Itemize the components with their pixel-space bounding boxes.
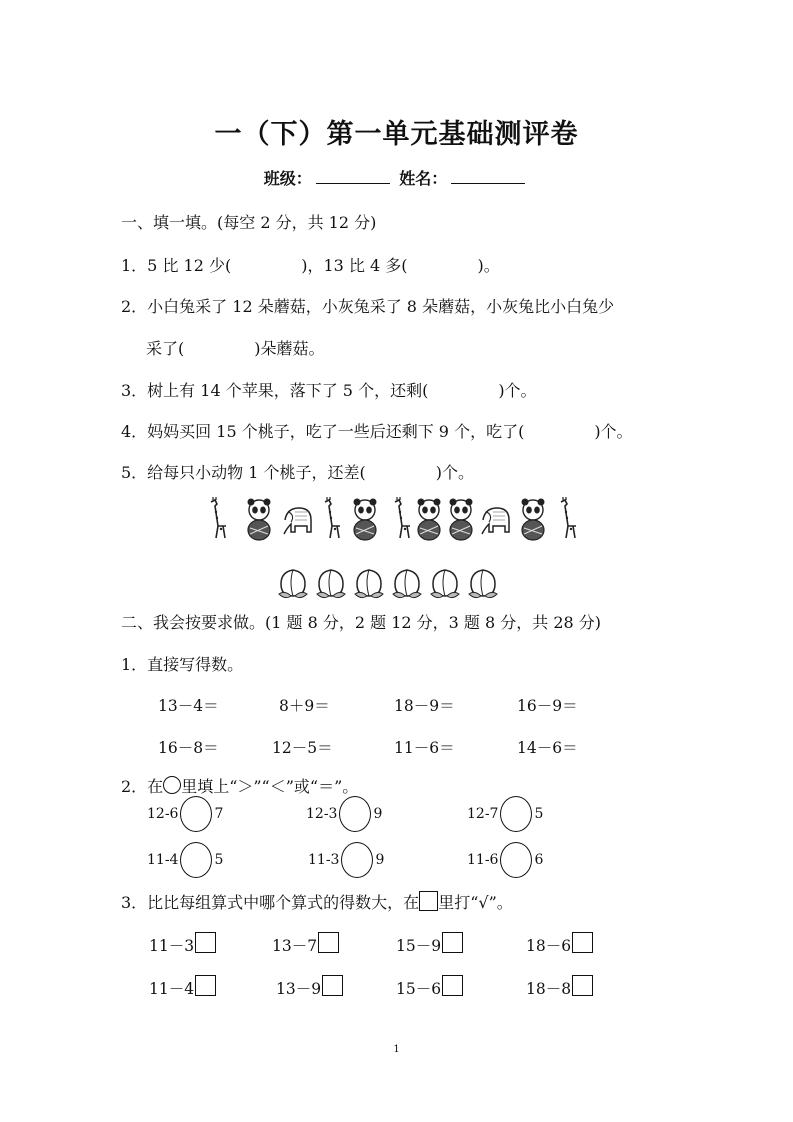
question-1-2-line1: 2．小白兔采了 12 朵蘑菇，小灰兔采了 8 朵蘑菇，小灰兔比小白兔少 bbox=[121, 297, 615, 316]
calc-item[interactable]: 12－5＝ bbox=[272, 739, 333, 757]
section2-heading: 二、我会按要求做。(1 题 8 分，2 题 12 分，3 题 8 分，共 28 分) bbox=[121, 613, 602, 632]
question-1-4: 4．妈妈买回 15 个桃子，吃了一些后还剩下 9 个，吃了( )个。 bbox=[121, 422, 633, 441]
calc-item[interactable]: 16－9＝ bbox=[517, 697, 578, 715]
compare-circle[interactable] bbox=[341, 842, 373, 878]
student-info bbox=[0, 166, 793, 189]
compare-circle[interactable] bbox=[500, 842, 532, 878]
question-1-5: 5．给每只小动物 1 个桃子，还差( )个。 bbox=[121, 463, 475, 482]
tick-box[interactable] bbox=[318, 932, 339, 953]
calc-item[interactable]: 14－6＝ bbox=[517, 739, 578, 757]
page-title: 一（下）第一单元基础测评卷 bbox=[214, 119, 579, 150]
giraffe-icon bbox=[325, 497, 340, 538]
calc-item[interactable]: 11－6＝ bbox=[394, 739, 455, 757]
page-number: 1 bbox=[393, 1044, 400, 1055]
peach-icon bbox=[317, 570, 345, 598]
tick-item: 15－6 bbox=[396, 975, 463, 999]
tick-item: 18－8 bbox=[526, 975, 593, 999]
compare-item: 12-3 9 bbox=[306, 796, 382, 832]
compare-circle[interactable] bbox=[180, 796, 212, 832]
giraffe-icon bbox=[395, 497, 410, 538]
compare-item: 11-4 5 bbox=[147, 842, 223, 878]
tick-box[interactable] bbox=[322, 975, 343, 996]
peaches-row bbox=[277, 562, 517, 600]
name-blank[interactable] bbox=[451, 169, 525, 184]
peach-icon bbox=[279, 570, 307, 598]
peach-icon bbox=[431, 570, 459, 598]
panda-icon bbox=[418, 499, 441, 541]
compare-item: 11-3 9 bbox=[308, 842, 384, 878]
calc-item[interactable]: 16－8＝ bbox=[158, 739, 219, 757]
panda-icon bbox=[354, 499, 377, 541]
panda-icon bbox=[450, 499, 473, 541]
question-2-2-label: 2．在 里填上“＞”“＜”或“＝”。 bbox=[121, 777, 359, 796]
tick-item: 11－3 bbox=[149, 932, 216, 956]
tick-box[interactable] bbox=[195, 975, 216, 996]
compare-item: 12-7 5 bbox=[467, 796, 543, 832]
giraffe-icon bbox=[561, 497, 576, 538]
tick-item: 11－4 bbox=[149, 975, 216, 999]
circle-icon bbox=[163, 776, 181, 794]
tick-item: 13－9 bbox=[276, 975, 343, 999]
question-1-3: 3．树上有 14 个苹果，落下了 5 个，还剩( )个。 bbox=[121, 381, 537, 400]
calc-item[interactable]: 13－4＝ bbox=[158, 697, 219, 715]
tick-box[interactable] bbox=[572, 932, 593, 953]
compare-circle[interactable] bbox=[500, 796, 532, 832]
compare-item: 11-6 6 bbox=[467, 842, 543, 878]
class-label: 班级： bbox=[263, 169, 312, 188]
animals-row bbox=[205, 494, 585, 542]
compare-item: 12-6 7 bbox=[147, 796, 223, 832]
calc-item[interactable]: 18－9＝ bbox=[394, 697, 455, 715]
tick-box[interactable] bbox=[442, 975, 463, 996]
section1-heading: 一、填一填。(每空 2 分，共 12 分) bbox=[121, 213, 377, 232]
tick-box[interactable] bbox=[572, 975, 593, 996]
elephant-icon bbox=[482, 508, 509, 534]
tick-box[interactable] bbox=[195, 932, 216, 953]
question-1-1: 1．5 比 12 少( )，13 比 4 多( )。 bbox=[121, 256, 500, 275]
question-2-3-label: 3．比比每组算式中哪个算式的得数大，在 里打“√”。 bbox=[121, 893, 513, 912]
compare-circle[interactable] bbox=[180, 842, 212, 878]
panda-icon bbox=[248, 499, 271, 541]
tick-item: 15－9 bbox=[396, 932, 463, 956]
tick-box[interactable] bbox=[442, 932, 463, 953]
calc-item[interactable]: 8＋9＝ bbox=[279, 697, 330, 715]
peach-icon bbox=[393, 570, 421, 598]
giraffe-icon bbox=[211, 497, 226, 538]
question-2-1-label: 1．直接写得数。 bbox=[121, 655, 244, 674]
peach-icon bbox=[469, 570, 497, 598]
name-label: 姓名： bbox=[399, 169, 448, 188]
question-1-2-line2: 采了( )朵蘑菇。 bbox=[146, 339, 325, 358]
box-icon bbox=[419, 891, 438, 911]
peach-icon bbox=[355, 570, 383, 598]
class-blank[interactable] bbox=[316, 169, 390, 184]
tick-item: 18－6 bbox=[526, 932, 593, 956]
elephant-icon bbox=[284, 508, 311, 534]
panda-icon bbox=[522, 499, 545, 541]
compare-circle[interactable] bbox=[339, 796, 371, 832]
tick-item: 13－7 bbox=[272, 932, 339, 956]
